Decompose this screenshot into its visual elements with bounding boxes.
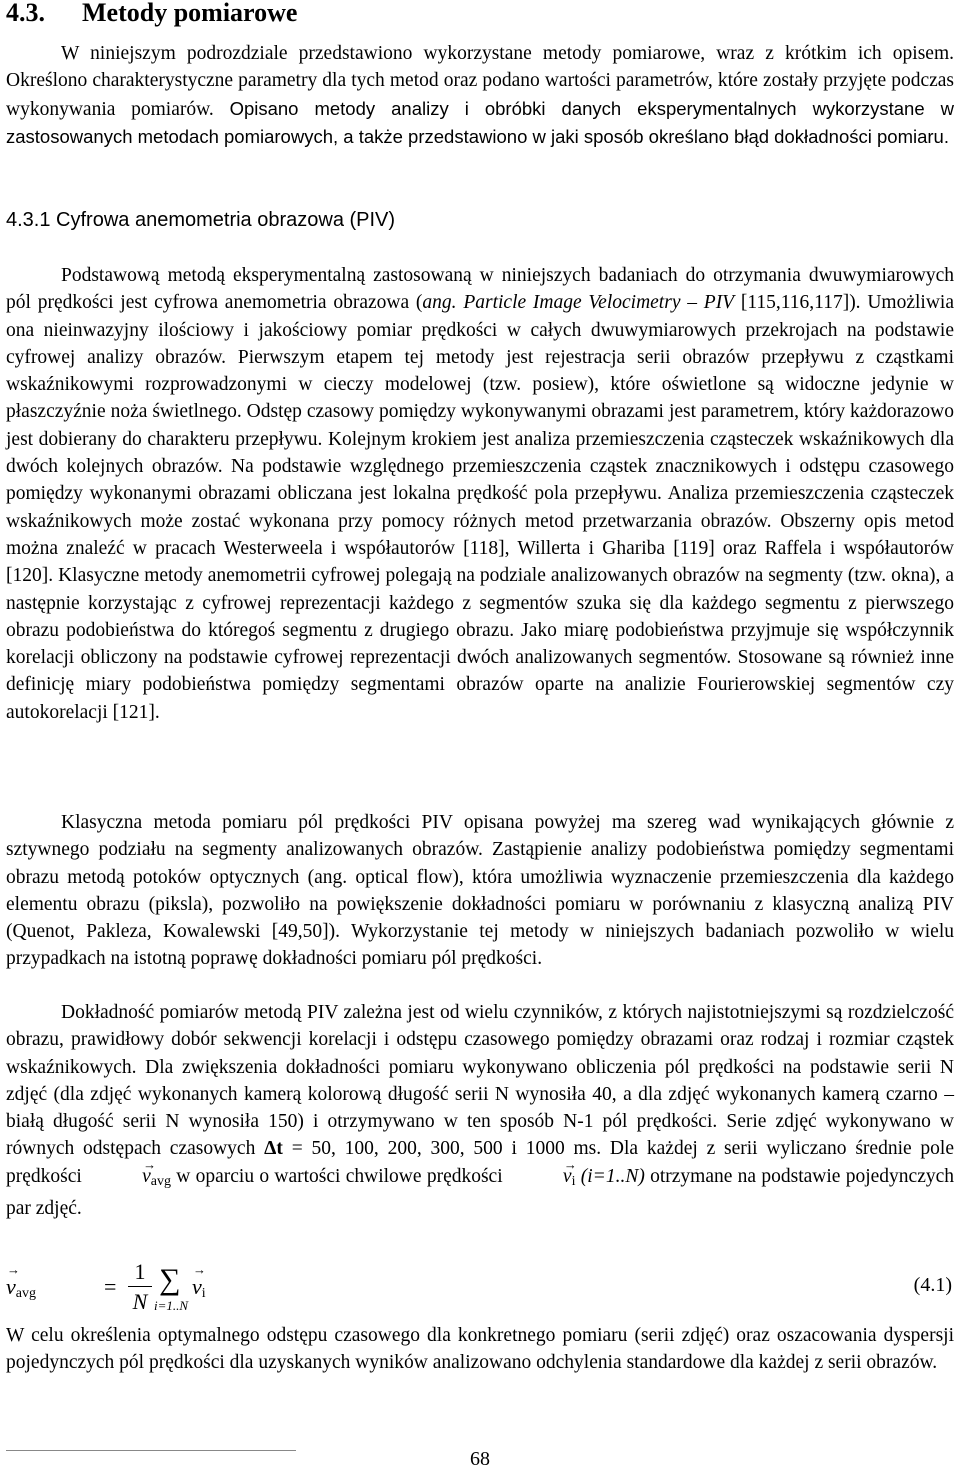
intro-text-sans: Opisano metody analizy i obróbki danych eksperymentalnych wykorzystane w zastosowanych metodach pomiarowych, a także przedstawiono w jaki sposób określano błąd dokładności pomiaru. (6, 97, 955, 147)
para3-text-a: Dokładność pomiarów metodą PIV zależna jest od wielu czynników, z których najistotniejszymi są rozdzielczość obrazu, prawidłowy dobór sekwencji korelacji i odstępu czasowego pomiędzy obrazami oraz rodzaj i rozmiar cząstek wskaźnikowych. Dla zwiększenia dokładności pomiaru wykonywano obliczenia pól prędkości na podstawie serii N zdjęć (dla zdjęć wykonanych kamerą kolorową długość serii N wynosiła 40, a dla zdjęć wykonanych kamerą czarno – białą długość serii N wynosiła 150) i otrzymywano w ten sposób N-1 pól prędkości. Serie zdjęć wykonywano w równych odstępach czasowych (6, 1002, 954, 1160)
equation-sub-avg: avg (15, 1286, 36, 1301)
subscript-avg: avg (150, 1173, 171, 1189)
para3-text-c: w oparciu o wartości chwilowe prędkości (170, 1165, 508, 1187)
subscript-i: i (571, 1173, 576, 1189)
equation-vector-vi: → v (192, 1274, 202, 1300)
equation-vector-v: → v (6, 1274, 16, 1300)
intro-paragraph (6, 40, 954, 151)
fraction-denominator: N (132, 1289, 148, 1314)
section-heading (6, 0, 297, 28)
equation-rhs (192, 1274, 206, 1302)
para1-ang: ang. (422, 292, 457, 314)
para3-delta-t: Δt (264, 1138, 283, 1160)
page-number: 68 (470, 1448, 490, 1470)
paragraph-piv-description (6, 262, 954, 726)
intro-text-serif: W niniejszym podrozdziale przedstawiono wykorzystane metody pomiarowe, wraz z krótkim ich opisem. Określono charakterystyczne parametry dla tych metod oraz podano wartości parametrów, które zostały przyjęte podczas wykonywania pomiarów. (6, 43, 954, 120)
para1-text-a: Podstawową metodą eksperymentalną zastosowaną w niniejszych badaniach do otrzymania dwuwymiarowych pól prędkości jest cyfrowa anemometria obrazowa ( (6, 265, 954, 314)
equation-equals: = (104, 1274, 117, 1299)
equation-4-1 (6, 1259, 954, 1322)
vector-v-avg: → v (87, 1163, 151, 1190)
subsection-heading: 4.3.1 Cyfrowa anemometria obrazowa (PIV) (6, 209, 396, 231)
equation-lhs (6, 1274, 36, 1302)
para1-text-b: [115,116,117]). Umożliwia ona nieinwazyjny ilościowy i jakościowy pomiar prędkości w całych dwuwymiarowych przekrojach na podstawie cyfrowej analizy obrazów. Pierwszym etapem tej metody jest rejestracja serii obrazów przepływu z cząstkami wskaźnikowymi rozprowadzonymi w cieczy modelowej (tzw. posiew), które oświetlone są widoczne jedynie w płaszczyźnie noża świetlnego. Odstęp czasowy pomiędzy wykonywanymi obrazami jest parametrem, który każdorazowo jest dobierany do charakteru przepływu. Kolejnym krokiem jest analiza przemieszczenia cząsteczek wskaźnikowych dla dwóch kolejnych obrazów. Na podstawie względnego przemieszczenia cząstek znacznikowych i odstępu czasowego pomiędzy wykonanymi obrazami obliczana jest lokalna prędkość pola przepływu. Analiza przemieszczenia cząsteczek wskaźnikowych może zostać wykonana przy pomocy różnych metod przetwarzania obrazów. Obszerny opis metod można znaleźć w pracach Westerweela i współautorów [118], Willerta i Ghariba [119] oraz Raffela i współautorów [120]. Klasyczne metody anemometrii cyfrowej polegają na podziale analizowanych obrazów na segmenty (tzw. okna), a następnie korzystając z cyfrowej reprezentacji każdego z segmentów szuka się dla każdego segmentu z pierwszego obrazu podobieństwa do któregoś segmentu z drugiego obrazu. Jako miarę podobieństwa przyjmuje się współczynnik korelacji obliczony na podstawie cyfrowej reprezentacji dwóch analizowanych segmentów. Stosowane są również inne definicję miary podobieństwa pomiędzy segmentami obrazów oparte na analizie Fourierowskiej segmentów czy autokorelacji [121]. (6, 292, 954, 723)
para3-text-d: otrzymane na podstawie pojedynczych par zdjęć. (6, 1165, 955, 1220)
para3-range: (i=1..N) (575, 1165, 645, 1187)
paragraph-optical-flow: Klasyczna metoda pomiaru pól prędkości PIV opisana powyżej ma szereg wad wynikających głównie z sztywnego podziału na segmenty analizowanych obrazów. Zastąpienie analizy podobieństwa pomiędzy segmentami obrazu metodą potoków optycznych (ang. optical flow), która umożliwia wyznaczenie przemieszczenia dla każdego elementu obrazu (piksla), pozwoliło na powiększenie dokładności pomiaru w porównaniu z klasyczną analizą PIV (Quenot, Pakleza, Kowalewski [49,50]). Wykorzystanie tej metody w niniejszych badaniach pozwoliło w wielu przypadkach na istotną poprawę dokładności pomiaru pól prędkości. (6, 812, 954, 970)
sum-limits: i=1..N (154, 1298, 189, 1313)
paragraph-std-deviation: W celu określenia optymalnego odstępu czasowego dla konkretnego pomiaru (serii zdjęć) oraz oszacowania dyspersji pojedynczych pól prędkości dla uzyskanych wyników analizowano odchylenia standardowe dla każdej z serii obrazów. (6, 1325, 954, 1374)
equation-fraction (128, 1260, 152, 1315)
sum-symbol: ∑ (159, 1263, 181, 1296)
section-number: 4.3. (6, 0, 45, 27)
paragraph-accuracy (6, 999, 954, 1222)
para3-text-b: = 50, 100, 200, 300, 500 i 1000 ms. Dla każdej z serii wyliczano średnie pole prędkości (6, 1138, 955, 1187)
section-title: Metody pomiarowe (82, 0, 298, 27)
equation-sub-i: i (201, 1286, 206, 1301)
para1-english-term: Particle Image Velocimetry – PIV (463, 292, 735, 314)
equation-number: (4.1) (913, 1274, 952, 1296)
fraction-numerator: 1 (134, 1259, 146, 1284)
fraction-bar (128, 1286, 152, 1287)
vector-v-i: → v (508, 1163, 572, 1190)
